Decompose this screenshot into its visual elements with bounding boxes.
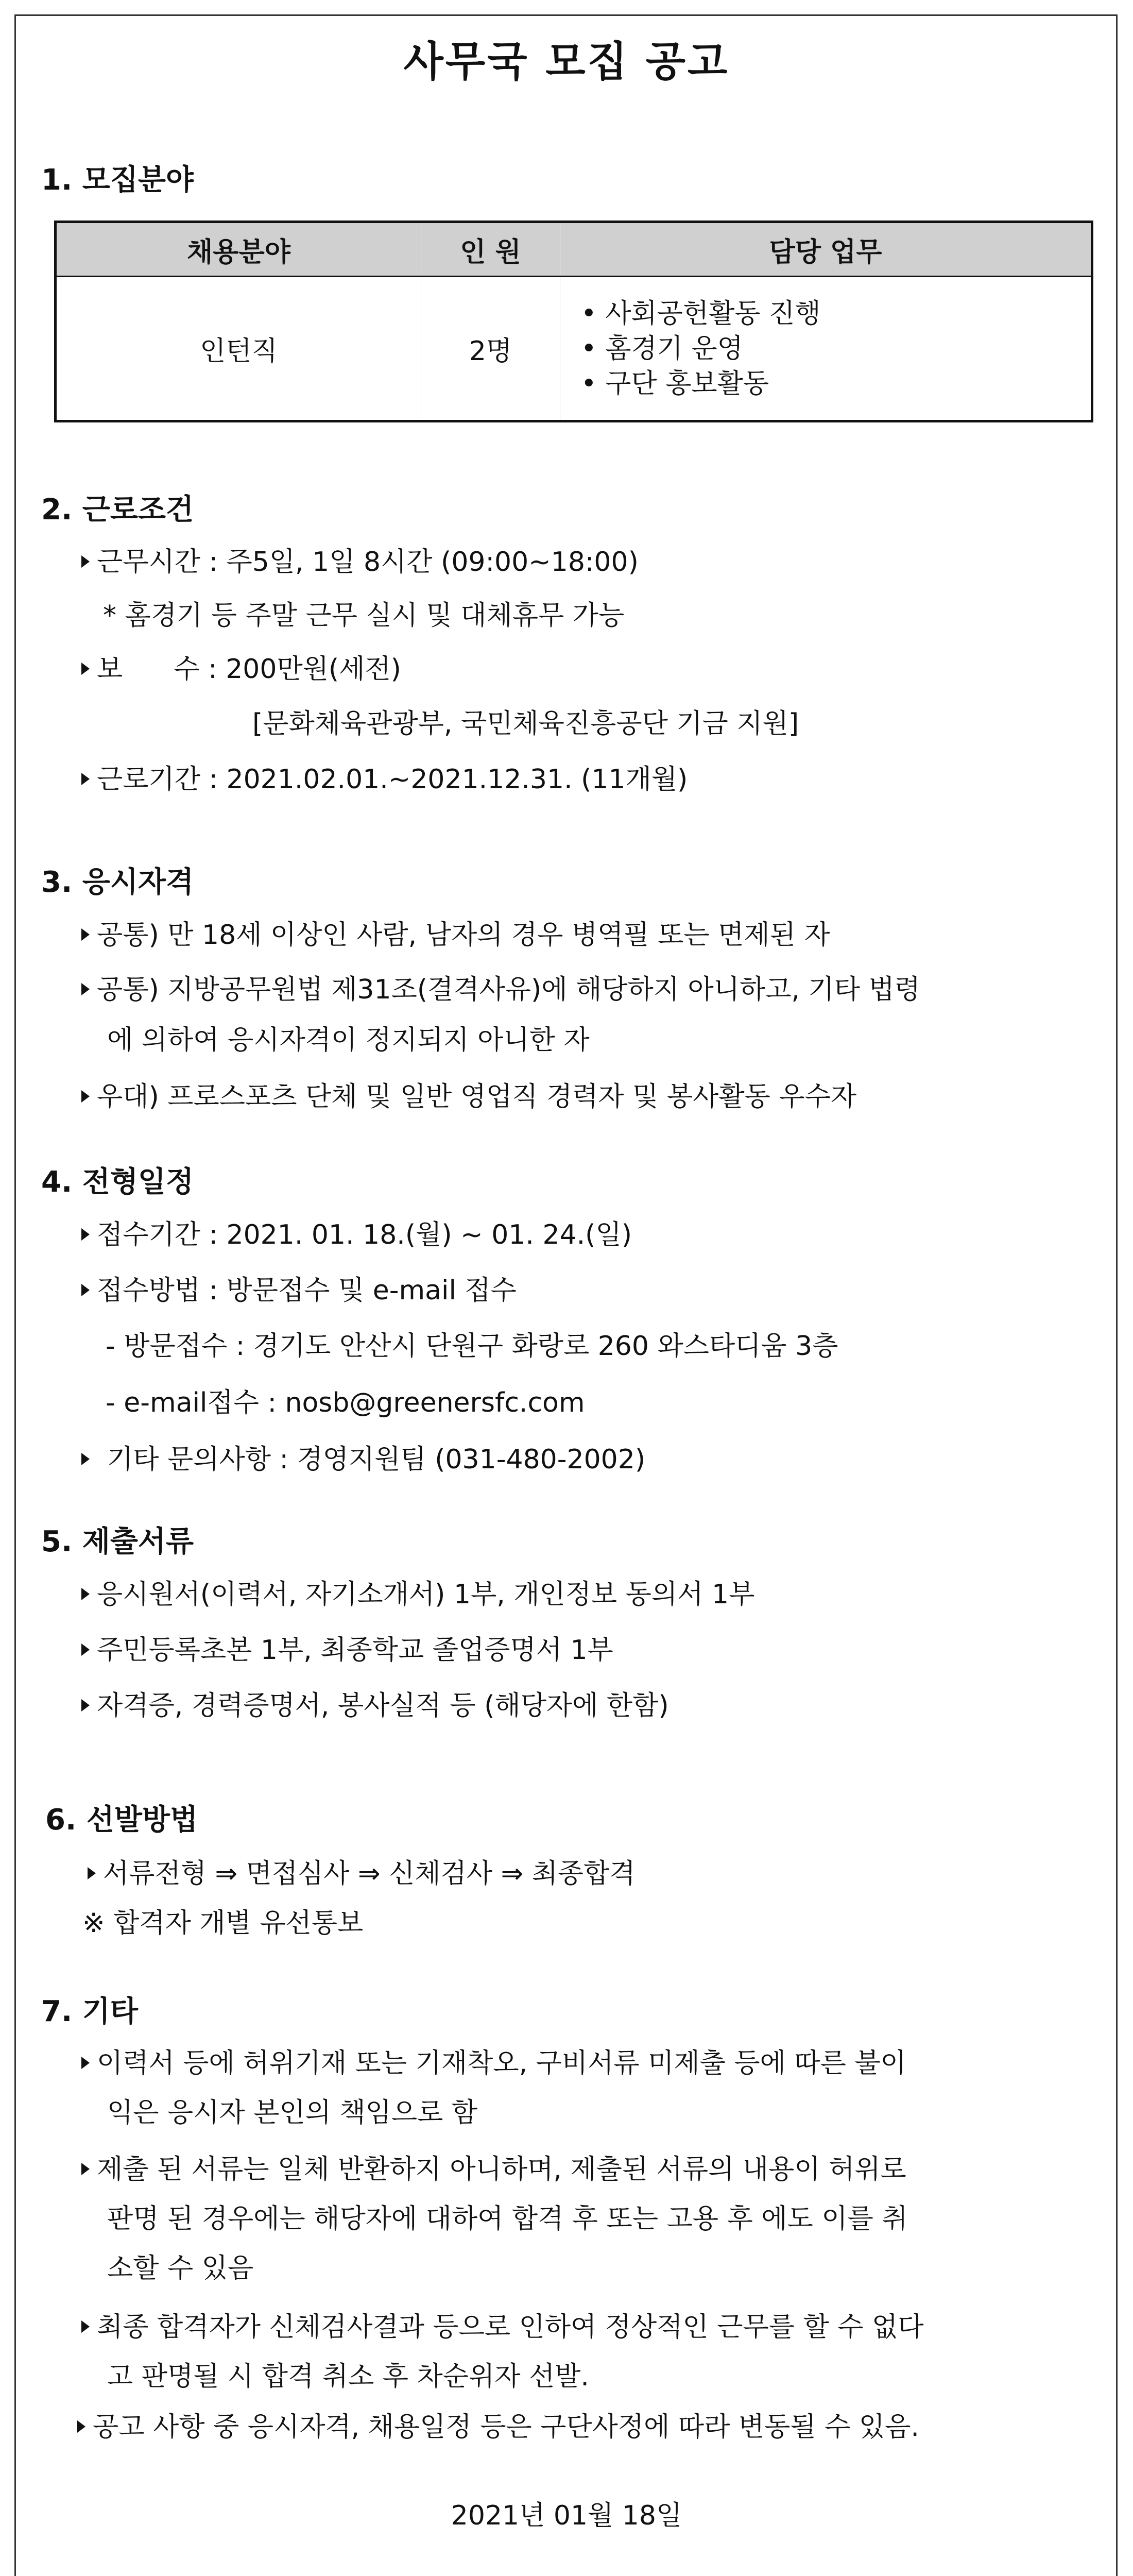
bullet-triangle-icon (81, 1453, 90, 1465)
section-heading-documents: 5. 제출서류 (41, 1525, 194, 1558)
bullet-triangle-icon (81, 2057, 90, 2069)
list-item: 근로기간 : 2021.02.01.~2021.12.31. (11개월) (81, 757, 688, 796)
bullet-triangle-icon (81, 2320, 90, 2333)
section-heading-recruitment-field: 1. 모집분야 (41, 163, 194, 197)
list-item: 자격증, 경력증명서, 봉사실적 등 (해당자에 한함) (81, 1684, 669, 1722)
list-item: 제출 된 서류는 일체 반환하지 아니하며, 제출된 서류의 내용이 허위로 (81, 2147, 906, 2186)
table-header-field: 채용분야 (56, 222, 421, 277)
bullet-triangle-icon (81, 1284, 90, 1296)
list-item: 공통) 지방공무원법 제31조(결격사유)에 해당하지 아니하고, 기타 법령 (81, 968, 920, 1006)
bullet-triangle-icon (88, 1867, 96, 1879)
table-cell-count: 2명 (421, 277, 560, 421)
list-item-note: [문화체육관광부, 국민체육진흥공단 기금 지원] (252, 708, 799, 739)
list-item: 이력서 등에 허위기재 또는 기재착오, 구비서류 미제출 등에 따른 불이 (81, 2041, 906, 2080)
duty-item: • 홈경기 운영 (581, 333, 743, 364)
list-item: 기타 문의사항 : 경영지원팀 (031-480-2002) (81, 1437, 645, 1476)
bullet-triangle-icon (81, 773, 90, 785)
table-row (56, 277, 1092, 421)
list-item-sub: - 방문접수 : 경기도 안산시 단원구 화랑로 260 와스타디움 3층 (106, 1331, 838, 1362)
bullet-triangle-icon (81, 555, 90, 568)
list-item-continuation: 고 판명될 시 합격 취소 후 차순위자 선발. (107, 2361, 589, 2392)
list-item: 우대) 프로스포츠 단체 및 일반 영업직 경력자 및 봉사활동 우수자 (81, 1075, 856, 1113)
bullet-triangle-icon (81, 1228, 90, 1241)
bullet-triangle-icon (77, 2420, 85, 2433)
list-item-note: ※ 합격자 개별 유선통보 (82, 1908, 364, 1939)
list-item: 보 수 : 200만원(세전) (81, 647, 401, 686)
list-item: 공고 사항 중 응시자격, 채용일정 등은 구단사정에 따라 변동될 수 있음. (77, 2405, 919, 2444)
table-header-duties: 담당 업무 (560, 222, 1092, 277)
bullet-triangle-icon (81, 1588, 90, 1600)
list-item-continuation: 익은 응시자 본인의 책임으로 함 (107, 2097, 478, 2128)
document-title: 사무국 모집 공고 (403, 38, 730, 86)
announcement-date: 2021년 01월 18일 (451, 2500, 682, 2531)
bullet-triangle-icon (81, 928, 90, 941)
table-cell-duties (560, 277, 1092, 421)
list-item-note: * 홈경기 등 주말 근무 실시 및 대체휴무 가능 (103, 600, 625, 631)
section-heading-other: 7. 기타 (41, 1995, 138, 2028)
recruitment-table (54, 221, 1093, 422)
bullet-triangle-icon (81, 2163, 90, 2175)
list-item-continuation: 소할 수 있음 (107, 2253, 254, 2284)
list-item: 주민등록초본 1부, 최종학교 졸업증명서 1부 (81, 1628, 613, 1667)
list-item: 최종 합격자가 신체검사결과 등으로 인하여 정상적인 근무를 할 수 없다 (81, 2305, 924, 2344)
list-item-continuation: 에 의하여 응시자격이 정지되지 아니한 자 (107, 1025, 590, 1056)
duty-item: • 구단 홍보활동 (581, 368, 769, 399)
list-item-sub-email: - e-mail접수 : nosb@greenersfc.com (106, 1387, 585, 1418)
list-item: 서류전형 ⇒ 면접심사 ⇒ 신체검사 ⇒ 최종합격 (88, 1852, 636, 1890)
table-cell-field: 인턴직 (56, 277, 421, 421)
section-heading-selection: 6. 선발방법 (45, 1803, 198, 1837)
table-header-row (56, 222, 1092, 277)
section-heading-working-conditions: 2. 근로조건 (41, 493, 194, 527)
section-heading-qualifications: 3. 응시자격 (41, 866, 194, 899)
section-heading-schedule: 4. 전형일정 (41, 1165, 194, 1199)
list-item-continuation: 판명 된 경우에는 해당자에 대하여 합격 후 또는 고용 후 에도 이를 취 (107, 2204, 908, 2234)
bullet-triangle-icon (81, 1090, 90, 1103)
table-header-count: 인 원 (421, 222, 560, 277)
duty-item: • 사회공헌활동 진행 (581, 298, 821, 329)
list-item: 접수방법 : 방문접수 및 e-mail 접수 (81, 1268, 517, 1307)
list-item: 응시원서(이력서, 자기소개서) 1부, 개인정보 동의서 1부 (81, 1572, 754, 1611)
bullet-triangle-icon (81, 1643, 90, 1656)
bullet-triangle-icon (81, 983, 90, 995)
list-item: 근무시간 : 주5일, 1일 8시간 (09:00~18:00) (81, 540, 639, 579)
list-item: 접수기간 : 2021. 01. 18.(월) ~ 01. 24.(일) (81, 1213, 632, 1251)
bullet-triangle-icon (81, 663, 90, 675)
bullet-triangle-icon (81, 1699, 90, 1711)
list-item: 공통) 만 18세 이상인 사람, 남자의 경우 병역필 또는 면제된 자 (81, 913, 830, 952)
